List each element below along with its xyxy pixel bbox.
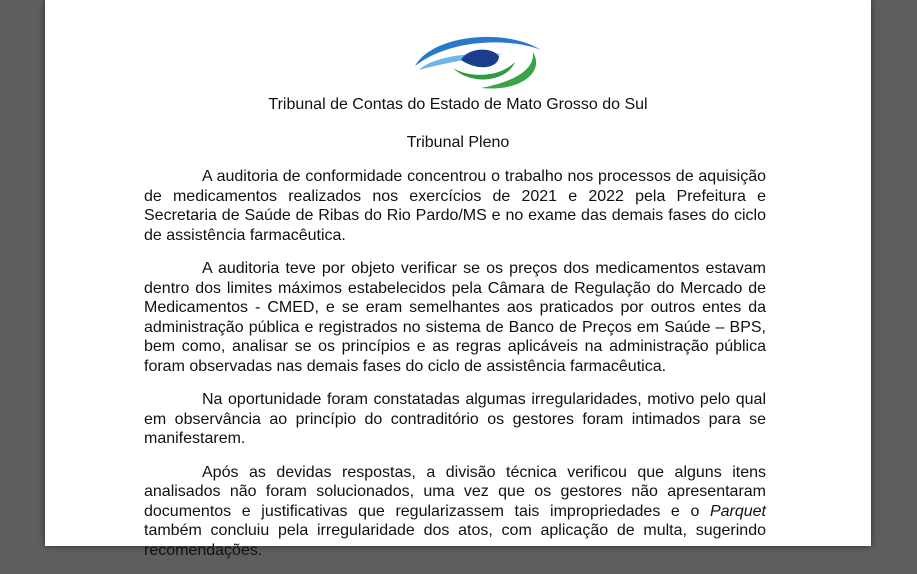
paragraph-1: A auditoria de conformidade concentrou o trabalho nos processos de aquisição de medicamentos realizados nos exercícios de 2021 e 2022 pela Prefeitura e Secretaria de Saúde de Ribas do Rio Pardo/MS e no exame das demais fases do ciclo de assistência farmacêutica. [144,168,766,244]
section-title: Tribunal Pleno [406,134,510,151]
paragraph-4 [144,463,766,561]
paragraph-4-text-after: também concluiu pela irregularidade dos atos, com aplicação de multa, sugerindo recomendações. [144,522,766,559]
organization-name: Tribunal de Contas do Estado de Mato Grosso do Sul [268,96,648,113]
paragraph-2: A auditoria teve por objeto verificar se os preços dos medicamentos estavam dentro dos limites máximos estabelecidos pela Câmara de Regulação do Mercado de Medicamentos - CMED, e se eram semelhantes aos praticados por outros entes da administração pública e registrados no sistema de Banco de Preços em Saúde – BPS, bem como, analisar se os princípios e as regras aplicáveis na administração pública foram observadas nas demais fases do ciclo de assistência farmacêutica. [144,260,766,375]
document-page [45,0,871,559]
paragraph-3: Na oportunidade foram constatadas algumas irregularidades, motivo pelo qual em observância ao princípio do contraditório os gestores foram intimados para se manifestarem. [144,391,766,447]
paragraph-4-emphasis: Parquet [709,502,766,520]
tce-ms-logo-icon [411,32,547,92]
document-body [144,167,766,574]
paragraph-4-text-before: Após as devidas respostas, a divisão técnica verificou que alguns itens analisados não foram solucionados, uma vez que os gestores não apresentaram documentos e justificativas que regularizassem tais impropriedades e o [144,463,766,520]
